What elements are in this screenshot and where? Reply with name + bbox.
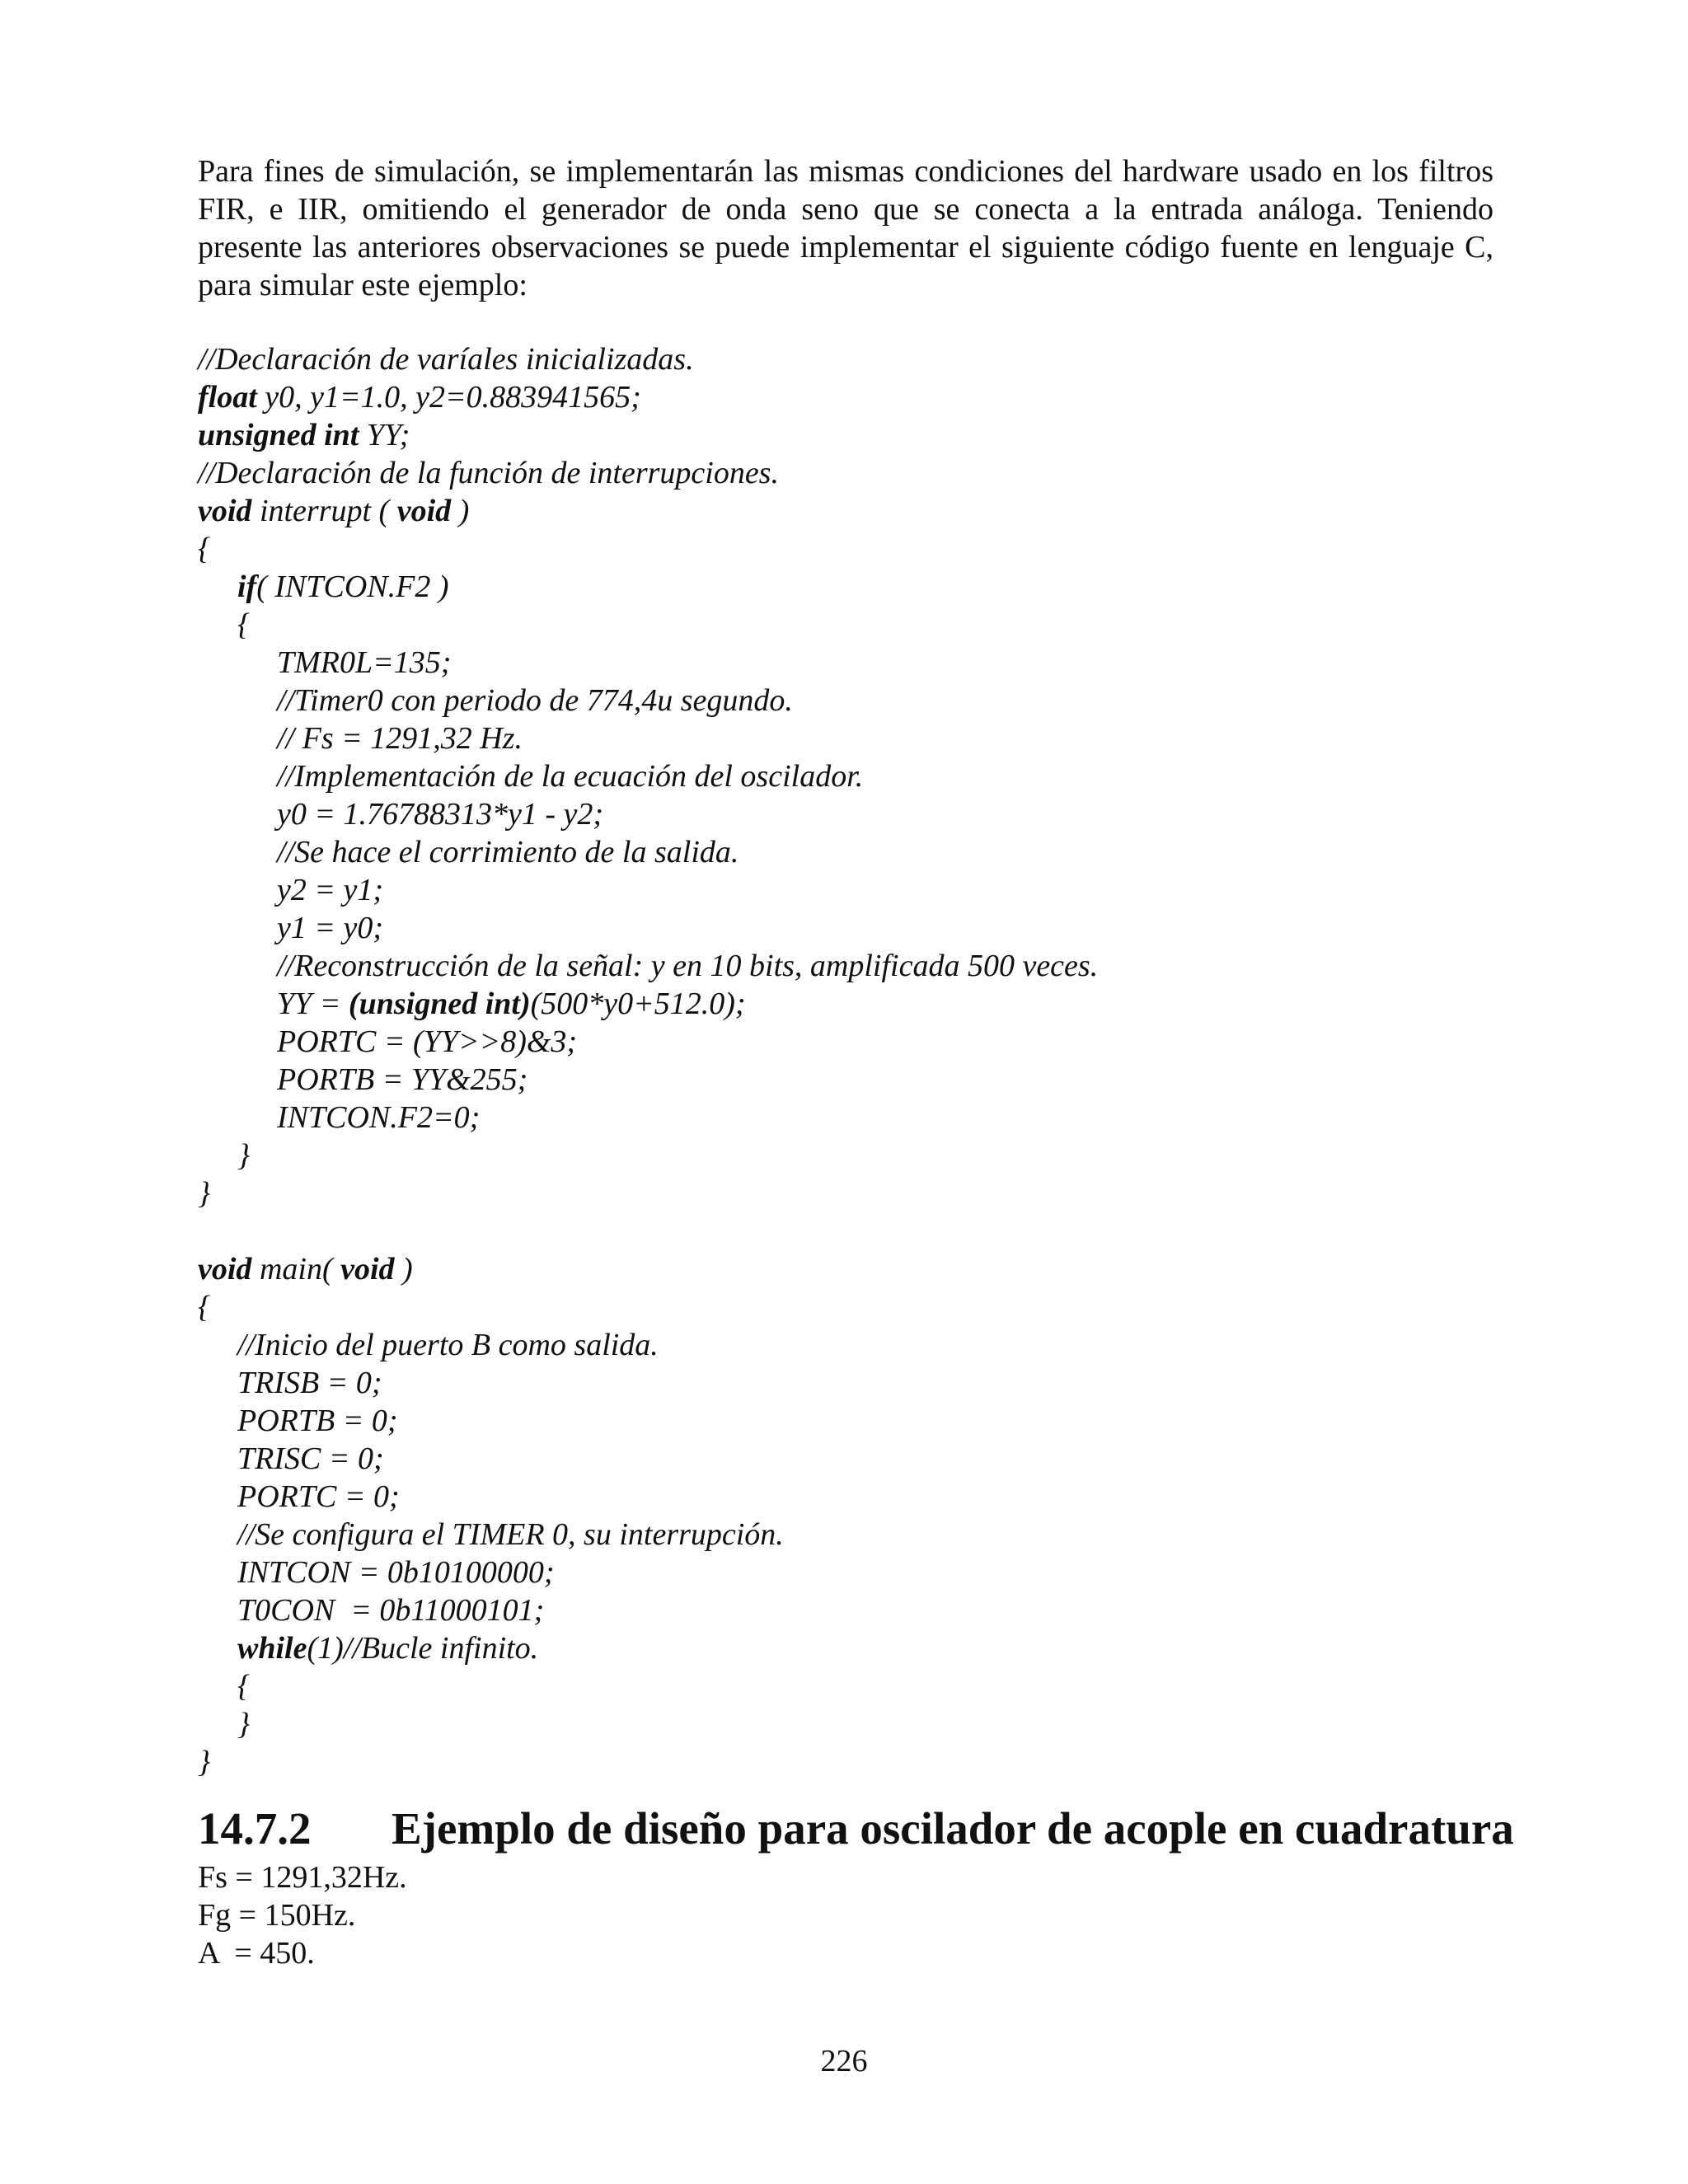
code-line	[198, 1629, 1493, 1667]
code-brace: }	[198, 1176, 211, 1211]
code-keyword: unsigned int	[198, 418, 359, 452]
code-text: interrupt (	[251, 494, 397, 528]
code-comment: //Se configura el TIMER 0, su interrupción.	[237, 1517, 784, 1552]
code-keyword: void	[198, 1252, 252, 1286]
code-comment: //Se hace el corrimiento de la salida.	[277, 835, 739, 869]
code-comment: //Inicio del puerto B como salida.	[237, 1328, 659, 1362]
document-page	[198, 152, 1514, 1972]
code-brace: {	[237, 607, 251, 642]
code-brace: }	[198, 1745, 211, 1779]
page-number: 226	[820, 2044, 868, 2079]
code-keyword: void	[340, 1252, 395, 1286]
param-fs: Fs = 1291,32Hz.	[198, 1860, 407, 1895]
code-keyword: while	[237, 1631, 307, 1666]
code-comment: //Implementación de la ecuación del oscilador.	[277, 759, 864, 794]
code-text: YY;	[359, 418, 410, 452]
code-line	[198, 492, 1493, 530]
code-comment: //Reconstrucción de la señal: y en 10 bits, amplificada 500 veces.	[277, 949, 1099, 983]
code-line: PORTC = (YY>>8)&3;	[277, 1024, 578, 1059]
code-text: (500*y0+512.0);	[530, 987, 746, 1021]
code-comment: //Declaración de la función de interrupciones.	[198, 456, 779, 490]
code-line: PORTB = 0;	[237, 1404, 398, 1438]
code-line: PORTB = YY&255;	[277, 1062, 528, 1097]
param-fg: Fg = 150Hz.	[198, 1898, 356, 1933]
code-line	[198, 1250, 1493, 1288]
section-heading	[198, 1799, 1514, 1858]
parameter-list	[198, 1858, 1493, 1972]
code-line: TRISB = 0;	[237, 1366, 382, 1400]
param-a: A = 450.	[198, 1936, 315, 1971]
code-line	[198, 416, 1493, 454]
code-comment: //Declaración de varíales inicializadas.	[198, 342, 694, 377]
code-brace: {	[237, 1669, 251, 1704]
code-blank-line	[198, 1212, 1493, 1250]
code-line	[198, 985, 1493, 1023]
code-line: INTCON = 0b10100000;	[237, 1555, 555, 1590]
code-text: ( INTCON.F2 )	[256, 569, 449, 604]
code-line: y2 = y1;	[277, 873, 384, 907]
code-comment: //Timer0 con periodo de 774,4u segundo.	[277, 683, 793, 718]
code-brace: }	[237, 1138, 251, 1173]
code-brace: }	[237, 1707, 251, 1741]
code-text: )	[394, 1252, 413, 1286]
code-line: PORTC = 0;	[237, 1479, 400, 1514]
code-keyword: float	[198, 380, 257, 415]
code-line: TMR0L=135;	[277, 645, 452, 680]
code-line: y0 = 1.76788313*y1 - y2;	[277, 797, 604, 832]
code-text: y0, y1=1.0, y2=0.883941565;	[256, 380, 641, 415]
code-listing	[198, 340, 1493, 1781]
code-brace: {	[198, 532, 211, 566]
code-keyword: (unsigned int)	[348, 987, 531, 1021]
code-text: )	[451, 494, 470, 528]
code-line: TRISC = 0;	[237, 1441, 384, 1476]
code-comment: // Fs = 1291,32 Hz.	[277, 721, 523, 756]
code-line: INTCON.F2=0;	[277, 1100, 481, 1135]
code-keyword: if	[237, 569, 257, 604]
code-text: (1)//Bucle infinito.	[307, 1631, 539, 1666]
intro-paragraph: Para fines de simulación, se implementarán las mismas condiciones del hardware usado en los filtros FIR, e IIR, omitiendo el generador de onda seno que se conecta a la entrada análoga. Teniendo presente las anteriores observaciones se puede implementar el siguiente código fuente en lenguaje C, para simular este ejemplo:	[198, 154, 1493, 302]
code-brace: {	[198, 1290, 211, 1324]
code-text: main(	[251, 1252, 341, 1286]
section-number: 14.7.2	[198, 1803, 312, 1854]
code-keyword: void	[396, 494, 452, 528]
code-line: y1 = y0;	[277, 911, 384, 945]
code-line	[198, 568, 1493, 606]
code-line: T0CON = 0b11000101;	[237, 1593, 545, 1628]
code-line	[198, 378, 1493, 416]
code-keyword: void	[198, 494, 252, 528]
code-text: YY =	[277, 987, 349, 1021]
section-title: Ejemplo de diseño para oscilador de acople en cuadratura	[392, 1803, 1514, 1854]
